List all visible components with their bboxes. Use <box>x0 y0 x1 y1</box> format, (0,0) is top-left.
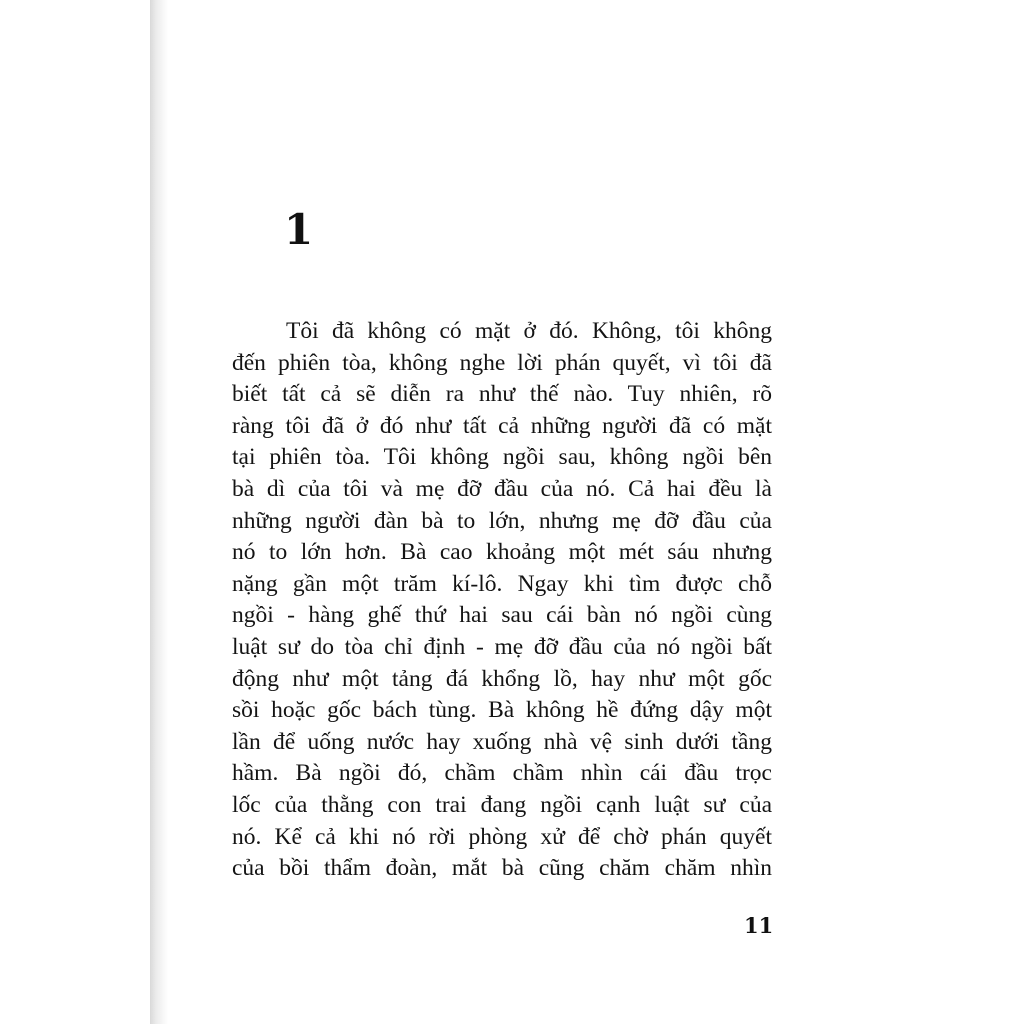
text-line: động như một tảng đá khổng lồ, hay như một gốc <box>232 665 772 692</box>
text-line: nặng gần một trăm kí-lô. Ngay khi tìm được chỗ <box>232 570 772 597</box>
text-line: biết tất cả sẽ diễn ra như thế nào. Tuy nhiên, rõ <box>232 381 772 408</box>
text-line: sồi hoặc gốc bách tùng. Bà không hề đứng dậy một <box>232 697 772 724</box>
text-line: luật sư do tòa chỉ định - mẹ đỡ đầu của nó ngồi bất <box>232 633 772 660</box>
binding-shadow <box>150 0 168 1024</box>
body-paragraph <box>232 316 772 885</box>
text-line: lần để uống nước hay xuống nhà vệ sinh dưới tầng <box>232 728 772 755</box>
text-line: ràng tôi đã ở đó như tất cả những người đã có mặt <box>232 412 772 439</box>
text-line: những người đàn bà to lớn, nhưng mẹ đỡ đầu của <box>232 507 772 534</box>
text-line: nó to lớn hơn. Bà cao khoảng một mét sáu nhưng <box>232 539 772 566</box>
text-line: nó. Kể cả khi nó rời phòng xử để chờ phán quyết <box>232 823 772 850</box>
chapter-number: 1 <box>284 205 314 254</box>
text-line: của bồi thẩm đoàn, mắt bà cũng chăm chăm nhìn <box>232 855 772 882</box>
text-line: lốc của thằng con trai đang ngồi cạnh luật sư của <box>232 791 772 818</box>
text-line: Tôi đã không có mặt ở đó. Không, tôi không <box>286 318 772 344</box>
text-line: tại phiên tòa. Tôi không ngồi sau, không ngồi bên <box>232 444 772 471</box>
text-line: ngồi - hàng ghế thứ hai sau cái bàn nó ngồi cùng <box>232 602 772 629</box>
page-margin-left <box>0 0 150 1024</box>
text-line: bà dì của tôi và mẹ đỡ đầu của nó. Cả hai đều là <box>232 475 772 502</box>
page-number: 11 <box>744 913 774 938</box>
text-line: đến phiên tòa, không nghe lời phán quyết, vì tôi đã <box>232 349 772 376</box>
text-line: hầm. Bà ngồi đó, chầm chầm nhìn cái đầu trọc <box>232 760 772 787</box>
